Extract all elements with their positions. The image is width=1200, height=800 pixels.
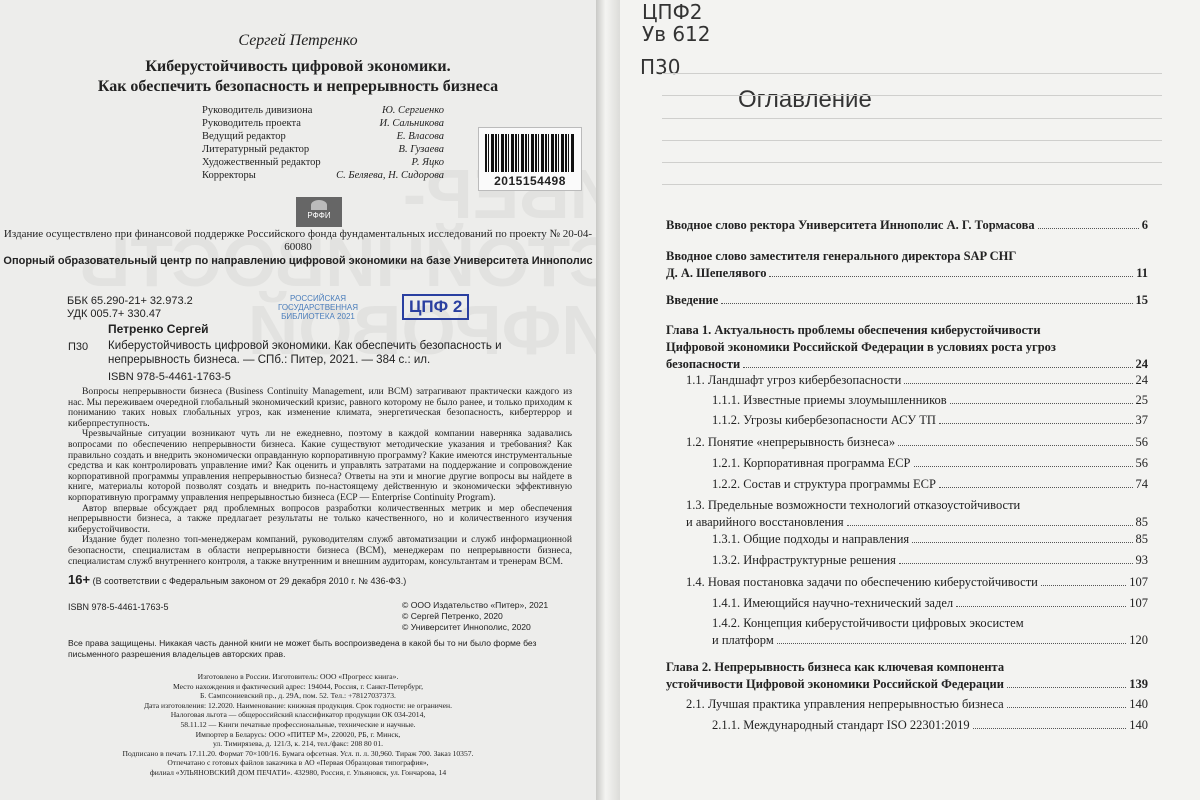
toc-page-number: 85 <box>1135 532 1148 546</box>
toc-page-number: 85 <box>1135 515 1148 529</box>
education-center-note: Опорный образовательный центр по направлению цифровой экономики на базе Университета Иннополис <box>3 255 593 267</box>
toc-title: Оглавление <box>738 86 872 113</box>
toc-entry-line <box>686 515 1148 529</box>
abstract <box>68 387 572 567</box>
toc-entry-line <box>712 456 1148 470</box>
toc-leader-dots <box>914 466 1133 467</box>
toc-leader-dots <box>777 643 1127 644</box>
book-title-line2: Как обеспечить безопасность и непрерывность бизнеса <box>97 78 499 95</box>
toc-entry-title: 1.2. Понятие «непрерывность бизнеса» <box>686 435 896 449</box>
isbn-bottom: ISBN 978-5-4461-1763-5 <box>68 602 169 612</box>
copyright-line: © ООО Издательство «Питер», 2021 <box>402 600 549 610</box>
rffi-logo: РФФИ <box>296 197 342 227</box>
toc-entry <box>686 697 1148 711</box>
grant-note: Издание осуществлено при финансовой поддержке Российского фонда фундаментальных исследований по проекту № 20-04-60080 <box>3 228 593 253</box>
toc-entry-title: Вводное слово заместителя генерального директора SAP СНГ <box>666 249 1017 263</box>
udk-code: УДК 005.7+ 330.47 <box>67 308 162 320</box>
toc-entry <box>686 575 1148 589</box>
imprint-line: Отпечатано с готовых файлов заказчика в АО «Первая Образцовая типография», <box>167 758 429 768</box>
toc-leader-dots <box>956 606 1126 607</box>
toc-entry-line <box>686 575 1148 589</box>
abstract-paragraph: Автор впервые обсуждает ряд проблемных вопросов разработки количественных метрик и мер обеспечения непрерывности бизнеса, а также предлагает результаты не только качественного, но и количественного изучения киберустойчивости. <box>68 502 572 535</box>
isbn-line: ISBN 978-5-4461-1763-5 <box>108 371 231 383</box>
credit-row: Литературный редактор В. Гузаева <box>202 144 444 155</box>
toc-entry-line <box>666 323 1148 337</box>
toc-entry-title: 1.4.2. Концепция киберустойчивости цифровых экосистем <box>712 616 1024 630</box>
toc-entry <box>666 660 1148 691</box>
toc-leader-dots <box>1041 585 1126 586</box>
copyright-line: © Университет Иннополис, 2020 <box>402 622 531 632</box>
age-note: (В соответствии с Федеральным законом от 29 декабря 2010 г. № 436-ФЗ.) <box>92 576 407 586</box>
toc-entry-title: 1.3.1. Общие подходы и направления <box>712 532 910 546</box>
toc-entry <box>712 553 1148 567</box>
toc-entry <box>666 293 1148 307</box>
toc-entry-title: 1.2.2. Состав и структура программы ECP <box>712 477 936 491</box>
bleed-line <box>662 118 1162 119</box>
toc-entry <box>666 218 1148 232</box>
toc-page-number: 56 <box>1135 456 1148 470</box>
toc-entry-line <box>666 677 1148 691</box>
toc-entry-title: 1.1.1. Известные приемы злоумышленников <box>712 393 947 407</box>
toc-entry-line <box>712 477 1148 491</box>
toc-entry-line <box>686 373 1148 387</box>
toc-entry-title: Глава 2. Непрерывность бизнеса как ключевая компонента <box>666 660 1005 674</box>
toc-entry <box>666 323 1148 371</box>
toc-entry <box>712 596 1148 610</box>
toc-entry-title: 2.1. Лучшая практика управления непрерывностью бизнеса <box>686 697 1004 711</box>
imprint-line: Дата изготовления: 12.2020. Наименование: книжная продукция. Срок годности: не ограничен. <box>143 700 452 710</box>
toc-entry <box>666 249 1148 280</box>
toc-entry <box>712 477 1148 491</box>
copyright-line: © Сергей Петренко, 2020 <box>402 611 503 621</box>
toc-leader-dots <box>939 487 1133 488</box>
credit-row: Руководитель дивизиона Ю. Сергиенко <box>202 105 444 116</box>
credits-list <box>202 104 444 182</box>
toc-entry-title: 2.1.1. Международный стандарт ISO 22301:2019 <box>712 718 970 732</box>
cpf-stamp: ЦПФ 2 <box>402 294 469 320</box>
toc-page-number: 139 <box>1129 677 1148 691</box>
toc-page-number: 15 <box>1135 293 1148 307</box>
bib-description: Киберустойчивость цифровой экономики. Как обеспечить безопасность и непрерывность бизнеса. — СПб.: Питер, 2021. — 384 с.: ил. <box>108 340 502 366</box>
toc-page-number: 25 <box>1135 393 1148 407</box>
imprint-line: Подписано в печать 17.11.20. Формат 70×100/16. Бумага офсетная. Усл. п. л. 30,960. Тираж 700. Заказ 10357. <box>122 748 474 758</box>
toc-entry-line <box>712 553 1148 567</box>
imprint-line: Налоговая льгота — общероссийский классификатор продукции ОК 034-2014, <box>170 710 426 720</box>
handwritten-note: Ув 612 <box>642 22 711 46</box>
toc-entry <box>712 393 1148 407</box>
toc-entry-line <box>686 498 1148 512</box>
bleed-line <box>662 95 1162 96</box>
bleed-line <box>662 162 1162 163</box>
bleed-line <box>662 184 1162 185</box>
toc-entry <box>712 616 1148 647</box>
imprint-line: ул. Тимирязева, д. 121/3, к. 214, тел./факс: 208 80 01. <box>212 739 384 749</box>
toc-entry-title: 1.4.1. Имеющийся научно-технический задел <box>712 596 954 610</box>
library-barcode <box>478 127 582 191</box>
toc-entry-title: 1.4. Новая постановка задачи по обеспечению киберустойчивости <box>686 575 1038 589</box>
toc-page-number: 37 <box>1135 413 1148 427</box>
toc-entry-line <box>712 393 1148 407</box>
imprint-line: Изготовлено в России. Изготовитель: ООО «Прогресс книга». <box>197 672 399 681</box>
rights-notice: Все права защищены. Никакая часть данной книги не может быть воспроизведена в какой бы то ни было форме без письменного разрешения владельцев авторских прав. <box>68 638 537 659</box>
imprint-line: Б. Сампсониевский пр., д. 29А, пом. 52. Тел.: +78127037373. <box>200 691 396 701</box>
toc-entry <box>712 532 1148 546</box>
toc-page <box>620 0 1200 800</box>
handwritten-note: ЦПФ2 <box>642 0 703 24</box>
toc-leader-dots <box>939 423 1133 424</box>
toc-entry-line <box>666 340 1148 354</box>
credit-row: Ведущий редактор Е. Власова <box>202 131 444 142</box>
toc-entry-title: 1.3.2. Инфраструктурные решения <box>712 553 896 567</box>
toc-leader-dots <box>904 383 1132 384</box>
toc-entry-line <box>666 218 1148 232</box>
toc-leader-dots <box>973 728 1127 729</box>
book-title-line1: Киберустойчивость цифровой экономики. <box>145 58 451 75</box>
toc-entry-title: 1.3. Предельные возможности технологий отказоустойчивости <box>686 498 1021 512</box>
toc-page-number: 24 <box>1135 373 1148 387</box>
handwritten-note: П30 <box>640 55 681 79</box>
toc-page-number: 6 <box>1141 218 1148 232</box>
toc-entry-title: Введение <box>666 293 719 307</box>
credit-row: Руководитель проекта И. Сальникова <box>202 118 444 129</box>
bib-author: Петренко Сергей <box>108 322 209 336</box>
abstract-paragraph: Вопросы непрерывности бизнеса (Business Continuity Management, или BCM) затрагивают практически каждого из нас. Мы переживаем очередной глобальный экономический кризис, равного которому не было ранее, и только приходим к пониманию таких новых глобальных угроз, как изменение климата, энергетическая безопасность, кибертеррор и киберпреступность. <box>68 386 572 429</box>
toc-entry-line <box>686 435 1148 449</box>
book-author: Сергей Петренко <box>238 32 358 49</box>
globe-icon <box>311 200 327 210</box>
toc-entry-title: Глава 1. Актуальность проблемы обеспечения киберустойчивости <box>666 323 1041 337</box>
toc-entry-title: устойчивости Цифровой экономики Российской Федерации <box>666 677 1004 691</box>
toc-entry <box>686 373 1148 387</box>
toc-leader-dots <box>1007 687 1126 688</box>
toc-entry-line <box>712 718 1148 732</box>
toc-entry-line <box>686 697 1148 711</box>
age-rating <box>68 572 406 587</box>
toc-leader-dots <box>847 525 1133 526</box>
toc-leader-dots <box>898 445 1132 446</box>
toc-page-number: 93 <box>1135 553 1148 567</box>
toc-entry <box>686 498 1148 529</box>
toc-entry <box>712 456 1148 470</box>
imprint-details <box>0 672 596 778</box>
library-stamp: РОССИЙСКАЯ ГОСУДАРСТВЕННАЯ БИБЛИОТЕКА 2021 <box>277 294 359 321</box>
imprint-line: Место нахождения и фактический адрес: 194044, Россия, г. Санкт-Петербург, <box>172 681 424 691</box>
imprint-page <box>0 0 596 800</box>
toc-entry-line <box>666 249 1148 263</box>
copyright-block <box>402 600 548 633</box>
toc-leader-dots <box>743 367 1132 368</box>
toc-entry-line <box>712 596 1148 610</box>
credit-row: Художественный редактор Р. Яцко <box>202 157 444 168</box>
bleed-line <box>662 73 1162 74</box>
toc-page-number: 107 <box>1129 575 1148 589</box>
toc-entry-line <box>666 357 1148 371</box>
toc-entry-line <box>666 293 1148 307</box>
toc-leader-dots <box>721 303 1132 304</box>
toc-entry-title: и аварийного восстановления <box>686 515 844 529</box>
toc-page-number: 11 <box>1136 266 1148 280</box>
toc-page-number: 24 <box>1135 357 1148 371</box>
toc-entry-line <box>666 660 1148 674</box>
toc-entry-title: 1.2.1. Корпоративная программа ECP <box>712 456 911 470</box>
toc-entry-title: 1.1.2. Угрозы кибербезопасности АСУ ТП <box>712 413 936 427</box>
toc-entry-title: Цифровой экономики Российской Федерации в условиях роста угроз <box>666 340 1056 354</box>
bbk-code: ББК 65.290-21+ 32.973.2 <box>67 295 193 307</box>
toc-entry <box>686 435 1148 449</box>
toc-entry-title: 1.1. Ландшафт угроз кибербезопасности <box>686 373 902 387</box>
toc-entry <box>712 718 1148 732</box>
toc-page-number: 120 <box>1129 633 1148 647</box>
toc-entry-line <box>712 413 1148 427</box>
abstract-paragraph: Издание будет полезно топ-менеджерам компаний, руководителям служб автоматизации и служб информационной безопасности, специалистам в области непрерывности бизнеса (BCM), менеджерам по непрерывности бизнеса, специалистам служб внутреннего контроля, а также внутренним и внешним аудиторам, консультантам и тренерам BCM. <box>68 534 572 567</box>
toc-leader-dots <box>950 403 1133 404</box>
toc-leader-dots <box>1007 707 1127 708</box>
toc-entry-title: Д. А. Шепелявого <box>666 266 767 280</box>
toc-leader-dots <box>899 563 1133 564</box>
toc-entry-title: безопасности <box>666 357 741 371</box>
toc-page-number: 56 <box>1135 435 1148 449</box>
barcode-bars <box>485 134 575 172</box>
toc-entry-title: и платформ <box>712 633 774 647</box>
credit-row: Корректоры С. Беляева, Н. Сидорова <box>202 170 444 181</box>
toc-page-number: 140 <box>1129 718 1148 732</box>
age-mark: 16+ <box>68 572 91 587</box>
toc-leader-dots <box>912 542 1132 543</box>
toc-entry <box>712 413 1148 427</box>
toc-leader-dots <box>1038 228 1139 229</box>
toc-page-number: 140 <box>1129 697 1148 711</box>
toc-leader-dots <box>769 276 1133 277</box>
toc-entry-line <box>666 266 1148 280</box>
abstract-paragraph: Чрезвычайные ситуации возникают чуть ли не ежедневно, поэтому в каждой компании наверняка задавались вопросами по обеспечению непрерывности бизнеса. Какие существуют методические указания и требования? Как правильно создать и внедрить экономически оправданную корпоративную программу? Какие имеются инструментальные средства и как контролировать управление ими? Как оценить и управлять затратами на поддержание и сопровождение корпоративной программы управления непрерывностью бизнеса? Ответы на эти и многие другие вопросы вы найдете в книге, материалы которой позволят создать и внедрить по-настоящему действенную и экономически эффективную корпоративную программу управления непрерывностью бизнеса (ECP — Enterprise Continuity Program). <box>68 428 572 503</box>
imprint-line: филиал «УЛЬЯНОВСКИЙ ДОМ ПЕЧАТИ». 432980, Россия, г. Ульяновск, ул. Гончарова, 14 <box>149 767 447 777</box>
bleed-line <box>662 140 1162 141</box>
toc-entry-line <box>712 532 1148 546</box>
toc-page-number: 74 <box>1135 477 1148 491</box>
toc-entry-title: Вводное слово ректора Университета Иннополис А. Г. Тормасова <box>666 218 1035 232</box>
toc-page-number: 107 <box>1129 596 1148 610</box>
imprint-line: Импортер в Беларусь: ООО «ПИТЕР М», 220020, РБ, г. Минск, <box>195 729 401 739</box>
toc-entry-line <box>712 616 1148 630</box>
barcode-number: 2015154498 <box>494 174 566 188</box>
imprint-line: 58.11.12 — Книги печатные профессиональные, технические и научные. <box>180 719 416 729</box>
shelf-mark: П30 <box>68 341 89 353</box>
book-gutter <box>596 0 620 800</box>
toc-entry-line <box>712 633 1148 647</box>
classification-codes <box>67 295 193 321</box>
